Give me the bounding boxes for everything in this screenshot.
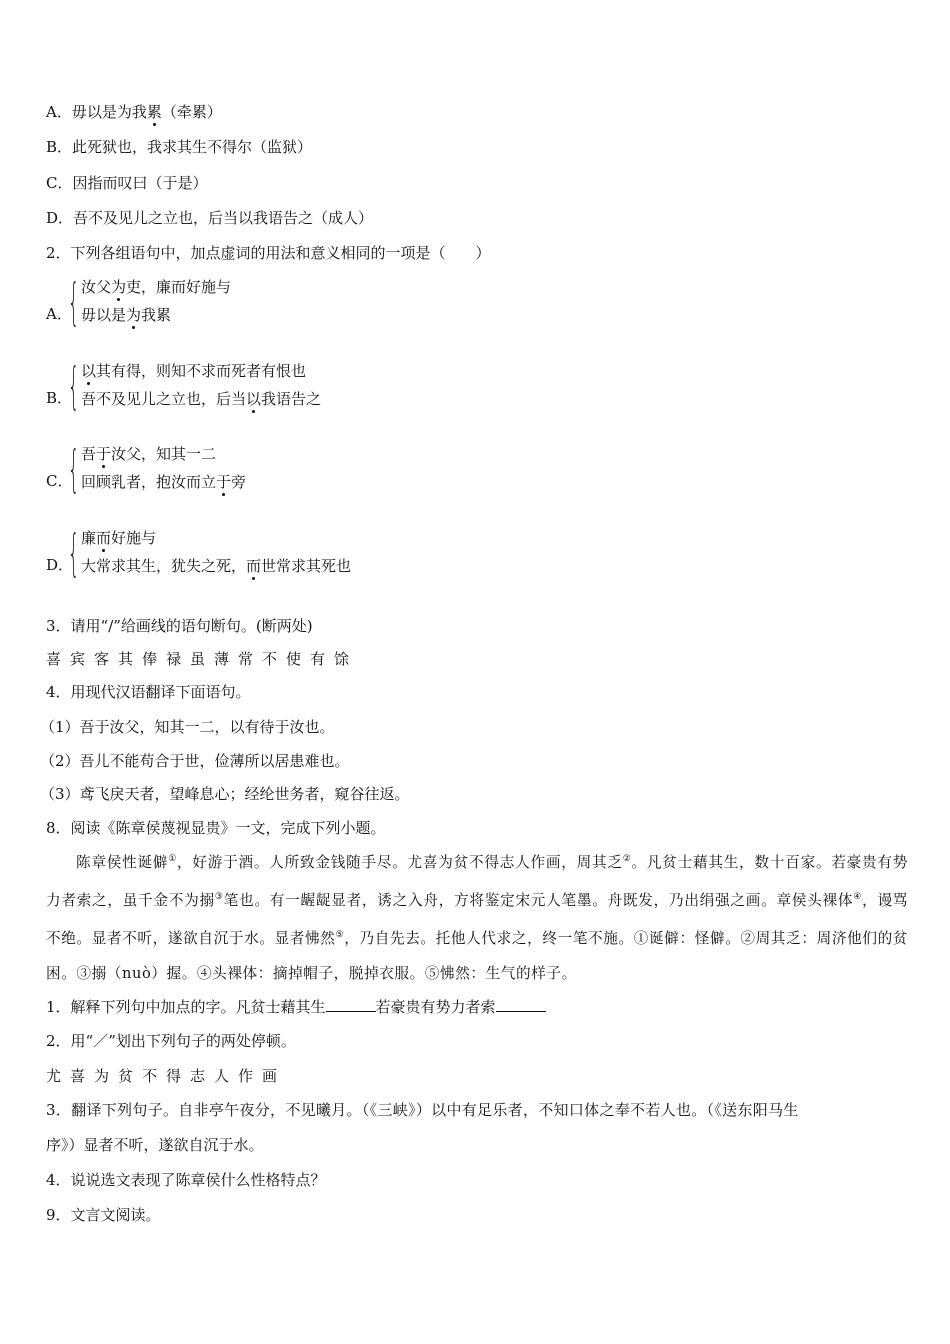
- option-b: [46, 137, 312, 157]
- q2-stem: 2．下列各组语句中，加点虚词的用法和意义相同的一项是（ ）: [46, 244, 491, 262]
- line-text: 世常求其死也: [261, 557, 352, 575]
- line-text: 大常求其生，犹失之死，: [81, 557, 247, 575]
- brace-icon: {: [68, 273, 80, 331]
- line-text: 回顾乳者，抱汝而立: [81, 473, 217, 491]
- q8-sub1: [46, 997, 546, 1017]
- q8-passage: [46, 842, 908, 991]
- line-text: 我语告之: [261, 390, 322, 408]
- line-text: 好施与: [111, 529, 157, 547]
- option-label: A．: [46, 103, 72, 121]
- answer-blank[interactable]: [326, 997, 376, 1012]
- passage-text: ，乃自先去。托他人代求之，终一笔不施。①诞僻：怪僻。②周其乏：周济他们的贫困。③搦（nuò）握。④头裸体：摘掉帽子，脱掉衣服。⑤怫然：生气的样子。: [46, 929, 909, 982]
- option-label: D．: [46, 209, 74, 227]
- option-label: D．: [46, 556, 74, 574]
- option-label: C．: [46, 472, 73, 490]
- group-line-1: [81, 527, 156, 548]
- dotted-char: 以: [246, 390, 262, 408]
- line-text: 我累: [141, 306, 172, 324]
- q3-sentence: 喜宾客其俸禄虽薄常不使有馀: [46, 650, 359, 668]
- option-a: [46, 102, 222, 122]
- option-c: [46, 173, 208, 193]
- line-text: 吏，廉而好施与: [126, 278, 232, 296]
- dotted-char: 而: [246, 557, 262, 575]
- group-line-1: [81, 360, 306, 381]
- passage-text: 陈章侯性诞僻: [76, 853, 169, 871]
- q8-sub3-cont: 序》）显者不听，遂欲自沉于水。: [46, 1136, 264, 1154]
- brace-icon: {: [68, 524, 80, 582]
- line-text: 吾: [81, 445, 97, 463]
- dotted-char: 以: [81, 362, 97, 380]
- dotted-char: 为: [111, 278, 127, 296]
- q4-item: （3）鸢飞戾天者，望峰息心；经纶世务者，窥谷往返。: [40, 785, 410, 803]
- option-text: 此死狱也，我求其生不得尔（监狱）: [72, 138, 313, 156]
- option-label: B．: [46, 389, 73, 407]
- sub1-text: 若豪贵有势力者索: [375, 998, 496, 1016]
- brace-icon: {: [68, 440, 80, 498]
- passage-text: ，谩骂不绝。显者不听，遂欲自沉于水。显者怫然: [46, 891, 909, 947]
- q4-stem: 4．用现代汉语翻译下面语句。: [46, 683, 251, 701]
- q8-sub2-sentence: 尤喜为贫不得志人作画: [46, 1067, 287, 1085]
- footnote-marker: ①: [168, 854, 178, 864]
- group-line-2: [81, 304, 171, 325]
- option-text: 毋以是为我: [71, 103, 147, 121]
- option-d: [46, 208, 373, 228]
- option-label: A．: [46, 305, 72, 323]
- answer-blank[interactable]: [496, 997, 546, 1012]
- footnote-marker: ③: [214, 891, 224, 902]
- passage-text: ，好游于酒。人所致金钱随手尽。尤喜为贫不得志人作画，周其乏: [177, 853, 623, 871]
- q8-sub3: 3．翻译下列句子。自非亭午夜分，不见曦月。（《三峡》）以中有足乐者，不知口体之奉不若人也。（《送东阳马生: [46, 1101, 799, 1119]
- q8-sub2-stem: 2．用“／”划出下列句子的两处停顿。: [46, 1032, 296, 1050]
- sub1-text: 1．解释下列句中加点的字。凡贫士藉其生: [46, 998, 326, 1016]
- line-text: 汝父: [81, 278, 112, 296]
- line-text: 汝父，知其一二: [111, 445, 217, 463]
- brace-icon: {: [68, 357, 80, 415]
- q4-item: （1）吾于汝父，知其一二，以有待于汝也。: [40, 718, 335, 736]
- q8-stem: 8．阅读《陈章侯蔑视显贵》一文，完成下列小题。: [46, 819, 386, 837]
- line-text: 其有得，则知不求而死者有恨也: [96, 362, 307, 380]
- dotted-char: 为: [126, 306, 142, 324]
- option-label: B．: [46, 138, 73, 156]
- dotted-char: 而: [96, 529, 112, 547]
- option-text: 因指而叹曰（于是）: [72, 174, 208, 192]
- group-line-2: [81, 471, 246, 492]
- option-note: （牵累）: [161, 103, 222, 121]
- option-label: C．: [46, 174, 73, 192]
- dotted-char: 于: [96, 445, 112, 463]
- dotted-char: 于: [216, 473, 232, 491]
- line-text: 吾不及见儿之立也，后当: [81, 390, 247, 408]
- option-text: 吾不及见儿之立也，后当以我语告之（成人）: [73, 209, 374, 227]
- line-text: 旁: [231, 473, 247, 491]
- passage-text: 。凡贫士藉其生，数十百家。若豪贵有势力者索之，虽千金不为搦: [46, 853, 908, 909]
- passage-text: 笔也。有一龌龊显者，诱之入舟，方将鉴定宋元人笔墨。舟既发，乃出绢强之画。章侯头裸体: [223, 891, 854, 909]
- footnote-marker: ②: [622, 854, 632, 864]
- group-line-1: [81, 276, 231, 297]
- q3-stem: 3．请用“/”给画线的语句断句。(断两处): [46, 617, 313, 635]
- group-line-1: [81, 443, 216, 464]
- footnote-marker: ⑤: [335, 929, 345, 940]
- line-text: 毋以是: [81, 306, 127, 324]
- group-line-2: [81, 388, 321, 409]
- line-text: 廉: [81, 529, 97, 547]
- group-line-2: [81, 555, 351, 576]
- footnote-marker: ④: [853, 891, 863, 902]
- q4-item: （2）吾儿不能苟合于世，俭薄所以居患难也。: [40, 752, 350, 770]
- q8-sub4: 4．说说选文表现了陈章侯什么性格特点？: [46, 1171, 326, 1189]
- q9-stem: 9．文言文阅读。: [46, 1206, 161, 1224]
- dotted-char: 累: [146, 103, 162, 121]
